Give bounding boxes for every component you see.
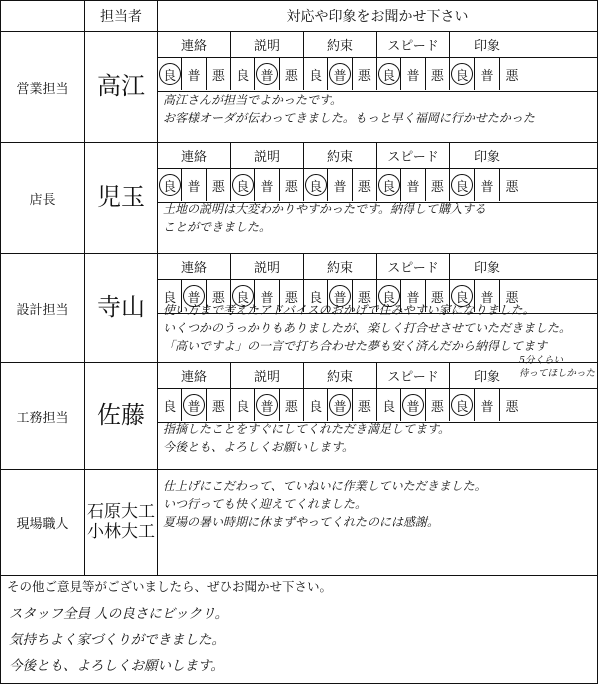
category-label: スピード [377, 32, 450, 57]
rating-option[interactable]: 悪 [211, 290, 225, 306]
rating-option[interactable]: 悪 [357, 68, 371, 84]
person-name-line: 高江 [97, 72, 145, 101]
rating-option[interactable]: 悪 [211, 179, 225, 195]
category-label: 印象 [473, 370, 500, 385]
comment-text [163, 200, 593, 236]
rating-option-selected[interactable]: 良 [450, 389, 475, 421]
rating-option-group [304, 169, 377, 201]
rating-option[interactable]: 悪 [284, 290, 298, 306]
person-name-line: 佐藤 [97, 401, 145, 430]
category-label: 約束 [304, 32, 377, 57]
rating-option[interactable]: 普 [401, 58, 425, 90]
person-name [85, 143, 158, 253]
role-label: 現場職人 [1, 470, 85, 575]
rating-option-selected[interactable]: 良 [231, 280, 255, 312]
comment-line: いつ行っても快く迎えてくれました。 [163, 497, 368, 511]
rating-option[interactable]: 悪 [430, 179, 444, 195]
rating-option[interactable]: 良 [231, 58, 255, 90]
rating-option[interactable]: 普 [328, 169, 352, 201]
rating-option-selected[interactable]: 良 [377, 58, 401, 90]
rating-option[interactable]: 普 [475, 280, 500, 312]
rating-option[interactable]: 悪 [284, 179, 298, 195]
rating-option[interactable]: 悪 [357, 290, 371, 306]
rating-option[interactable]: 良 [231, 389, 255, 421]
category-label: 約束 [304, 143, 377, 168]
category-label: 連絡 [158, 363, 231, 388]
rating-option-selected[interactable]: 普 [328, 58, 352, 90]
other-comments-section [1, 575, 597, 685]
category-header-row [158, 32, 597, 58]
rating-option-selected[interactable]: 良 [450, 280, 475, 312]
comment-line: 夏場の暑い時期に休まずやってくれたのには感謝。 [163, 515, 440, 529]
rating-option-selected[interactable]: 普 [401, 389, 425, 421]
other-comment-line: スタッフ全員 人の良さにビックリ。 [9, 606, 229, 622]
rating-option[interactable]: 悪 [430, 399, 444, 415]
rating-option-selected[interactable]: 普 [328, 280, 352, 312]
rating-option-selected[interactable]: 良 [450, 169, 475, 201]
category-label: 印象 [473, 261, 500, 276]
person-row [1, 143, 597, 254]
role-label: 営業担当 [1, 32, 85, 142]
comment-line: お客様オーダが伝わってきました。もっと早く福岡に行かせたかった [163, 111, 535, 125]
category-label: 説明 [231, 143, 304, 168]
rating-option-group [377, 58, 450, 90]
rating-option[interactable]: 良 [304, 389, 328, 421]
rating-option-group [304, 58, 377, 90]
comment-line: 「高いですよ」の一言で打ち合わせた夢も安く済んだから納得してます [163, 339, 548, 353]
other-comment-line: 気持ちよく家づくりができました。 [9, 632, 225, 648]
rating-option-selected[interactable]: 普 [255, 58, 279, 90]
rating-option[interactable]: 普 [182, 58, 206, 90]
rating-options-row [158, 389, 597, 421]
rating-option-selected[interactable]: 良 [158, 169, 182, 201]
category-label: 説明 [231, 363, 304, 388]
other-comment-line: 今後とも、よろしくお願いします。 [9, 658, 224, 674]
rating-option[interactable]: 普 [475, 58, 500, 90]
rating-option-selected[interactable]: 普 [328, 389, 352, 421]
rating-option-group [158, 169, 231, 201]
other-prompt: その他ご意見等がございましたら、ぜひお聞かせ下さい。 [7, 579, 333, 594]
category-label: 連絡 [158, 143, 231, 168]
role-label: 設計担当 [1, 254, 85, 362]
person-name-line: 寺山 [97, 293, 145, 322]
rating-option-group [377, 169, 450, 201]
rating-option-selected[interactable]: 良 [377, 169, 401, 201]
rating-option[interactable]: 悪 [284, 399, 298, 415]
rating-option-group [450, 58, 524, 90]
header-role-cell [1, 1, 85, 31]
rating-option-group [231, 169, 304, 201]
rating-option[interactable]: 普 [401, 280, 425, 312]
side-note-line: 5分くらい [519, 355, 564, 366]
rating-option[interactable]: 普 [475, 389, 500, 421]
rating-grid [158, 32, 597, 92]
rating-option[interactable]: 悪 [430, 290, 444, 306]
rating-option-selected[interactable]: 良 [158, 58, 182, 90]
comment-line: 土地の説明は大変わかりやすかったです。納得して購入する [163, 202, 487, 216]
rating-option-selected[interactable]: 良 [304, 169, 328, 201]
rating-option[interactable]: 悪 [211, 399, 225, 415]
rating-option[interactable]: 良 [158, 280, 182, 312]
category-label: 連絡 [158, 254, 231, 279]
rating-options-row [158, 58, 597, 90]
rating-option[interactable]: 悪 [505, 179, 519, 195]
rating-option[interactable]: 悪 [505, 68, 519, 84]
category-label: スピード [377, 143, 450, 168]
category-label: スピード [377, 254, 450, 279]
rating-option[interactable]: 悪 [357, 399, 371, 415]
side-note [519, 354, 595, 380]
category-header-row [158, 254, 597, 280]
person-row [1, 470, 597, 576]
comment-line: 高江さんが担当でよかったです。 [163, 93, 343, 107]
rating-option-selected[interactable]: 普 [182, 389, 206, 421]
role-label: 店長 [1, 143, 85, 253]
rating-option-selected[interactable]: 普 [255, 389, 279, 421]
header-row [1, 1, 597, 32]
rating-options-row [158, 169, 597, 201]
rating-option-selected[interactable]: 良 [231, 169, 255, 201]
category-label: 印象 [473, 39, 500, 54]
category-label: 約束 [304, 254, 377, 279]
comment-text [163, 477, 593, 531]
category-label: 印象 [473, 150, 500, 165]
person-name [85, 32, 158, 142]
rating-option[interactable]: 悪 [505, 399, 519, 415]
person-name [85, 470, 158, 575]
person-row [1, 254, 597, 363]
rating-option-group [158, 389, 231, 421]
comment-line: 仕上げにこだわって、ていねいに作業していただきました。 [163, 479, 487, 493]
rating-option-selected[interactable]: 良 [450, 58, 475, 90]
rating-option[interactable]: 良 [304, 280, 328, 312]
other-comment-lines [9, 601, 228, 679]
category-label: 連絡 [158, 32, 231, 57]
person-row [1, 363, 597, 470]
person-name-line: 石原大工 [87, 501, 155, 522]
category-header-row [158, 143, 597, 169]
category-label: 約束 [304, 363, 377, 388]
rating-option[interactable]: 良 [158, 389, 182, 421]
rating-option[interactable]: 悪 [357, 179, 371, 195]
rating-option[interactable]: 良 [377, 389, 401, 421]
person-name [85, 254, 158, 362]
rating-option[interactable]: 悪 [430, 68, 444, 84]
rating-option[interactable]: 悪 [284, 68, 298, 84]
rating-option-selected[interactable]: 普 [182, 280, 206, 312]
rating-option[interactable]: 普 [475, 169, 500, 201]
role-label: 工務担当 [1, 363, 85, 469]
rating-option[interactable]: 普 [255, 169, 279, 201]
comment-line: 指摘したことをすぐにしてくれただき満足してます。 [163, 422, 451, 436]
rating-option-group [231, 58, 304, 90]
comment-text [163, 91, 593, 127]
category-label: 説明 [231, 254, 304, 279]
header-eval-label: 対応や印象をお聞かせ下さい [286, 9, 469, 25]
rating-option-group [377, 389, 450, 421]
category-label: スピード [377, 363, 450, 388]
rating-option[interactable]: 普 [401, 169, 425, 201]
rating-option-group [450, 169, 524, 201]
person-name [85, 363, 158, 469]
rating-option[interactable]: 普 [182, 169, 206, 201]
rating-option[interactable]: 良 [304, 58, 328, 90]
comment-line: いくつかのうっかりもありましたが、楽しく打合せさせていただきました。 [163, 321, 572, 335]
rating-option[interactable]: 悪 [211, 68, 225, 84]
category-label: 説明 [231, 32, 304, 57]
rating-option-group [450, 389, 524, 421]
rating-option-group [158, 58, 231, 90]
header-person-label: 担当者 [85, 1, 158, 31]
comment-line: ことができました。 [163, 220, 272, 234]
comment-text [163, 301, 593, 355]
rating-option-selected[interactable]: 良 [377, 280, 401, 312]
person-row [1, 32, 597, 143]
person-name-line: 児玉 [97, 183, 145, 212]
rating-option-group [231, 389, 304, 421]
side-note-line: 待ってほしかった [519, 368, 596, 379]
rating-option[interactable]: 普 [255, 280, 279, 312]
rating-option[interactable]: 悪 [505, 290, 519, 306]
comment-line: 今後とも、よろしくお願いします。 [163, 440, 355, 454]
comment-line: 使い方まで考えたアドバイスのおかげで住みやすい家になりました。 [163, 303, 535, 317]
comment-text [163, 420, 593, 456]
rating-option-group [304, 389, 377, 421]
rating-grid [158, 143, 597, 203]
person-name-line: 小林大工 [87, 521, 155, 542]
